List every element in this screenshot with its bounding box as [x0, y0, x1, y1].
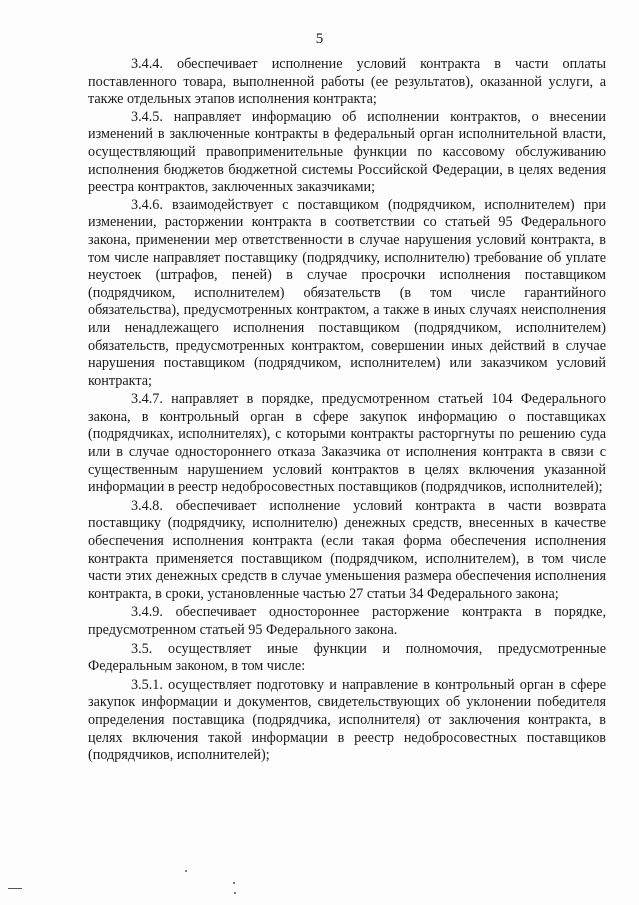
- scan-artifact-line: [8, 888, 22, 889]
- paragraph-3-4-7: 3.4.7. направляет в порядке, предусмотренном статьей 104 Федерального закона, в контрольный орган в сфере закупок информацию о поставщиках (подрядчиках, исполнителях), с которыми контракты расторгнуты по решению суда или в случае одностороннего отказа Заказчика от исполнения контракта в связи с существенным нарушением условий контрактов в целях включения указанной информации в реестр недобросовестных поставщиков (подрядчиков, исполнителей);: [88, 391, 606, 496]
- paragraph-3-4-5: 3.4.5. направляет информацию об исполнении контрактов, о внесении изменений в заключенные контракты в федеральный орган исполнительной власти, осуществляющий правоприменительные функции по кассовому обслуживанию исполнения бюджетов бюджетной системы Российской Федерации, в целях ведения реестра контрактов, заключенных заказчиками;: [88, 108, 606, 196]
- page-number: 5: [315, 31, 324, 47]
- scan-artifact-dot: [185, 870, 187, 872]
- paragraph-3-5-1: 3.5.1. осуществляет подготовку и направление в контрольный орган в сфере закупок информации и документов, свидетельствующих об уклонении победителя определения поставщика (подрядчика, исполнителя) от заключения контракта, в целях включения такой информации в реестр недобросовестных поставщиков (подрядчиков, исполнителей);: [88, 676, 606, 764]
- paragraph-3-4-4: 3.4.4. обеспечивает исполнение условий контракта в части оплаты поставленного товара, выполненной работы (ее результатов), оказанной услуги, а также отдельных этапов исполнения контракта;: [88, 56, 606, 108]
- paragraph-3-4-6: 3.4.6. взаимодействует с поставщиком (подрядчиком, исполнителем) при изменении, расторжении контракта в соответствии со статьей 95 Федерального закона, применении мер ответственности в случае нарушения условий контракта, в том числе направляет поставщику (подрядчику, исполнителю) требование об уплате неустоек (штрафов, пеней) в случае просрочки исполнения поставщиком (подрядчиком, исполнителем) обязательств (в том числе гарантийного обязательства), предусмотренных контрактом, а также в иных случаях неисполнения или ненадлежащего исполнения поставщиком (подрядчиком, исполнителем) обязательств, предусмотренных контрактом, совершении иных действий в случае нарушения поставщиком (подрядчиком, исполнителем) или заказчиком условий контракта;: [88, 196, 606, 389]
- scan-artifact-dot: [233, 882, 235, 884]
- document-body: [88, 56, 606, 765]
- scan-artifact-dot: [234, 892, 236, 894]
- paragraph-3-4-8: 3.4.8. обеспечивает исполнение условий контракта в части возврата поставщику (подрядчику, исполнителю) денежных средств, внесенных в качестве обеспечения исполнения контракта (если такая форма обеспечения исполнения контракта применяется поставщиком (подрядчиком, исполнителем), в том числе части этих денежных средств в случае уменьшения размера обеспечения исполнения контракта, в сроки, установленные частью 27 статьи 34 Федерального закона;: [88, 497, 606, 602]
- paragraph-3-4-9: 3.4.9. обеспечивает одностороннее расторжение контракта в порядке, предусмотренном статьей 95 Федерального закона.: [88, 604, 606, 638]
- paragraph-3-5: 3.5. осуществляет иные функции и полномочия, предусмотренные Федеральным законом, в том числе:: [88, 640, 606, 675]
